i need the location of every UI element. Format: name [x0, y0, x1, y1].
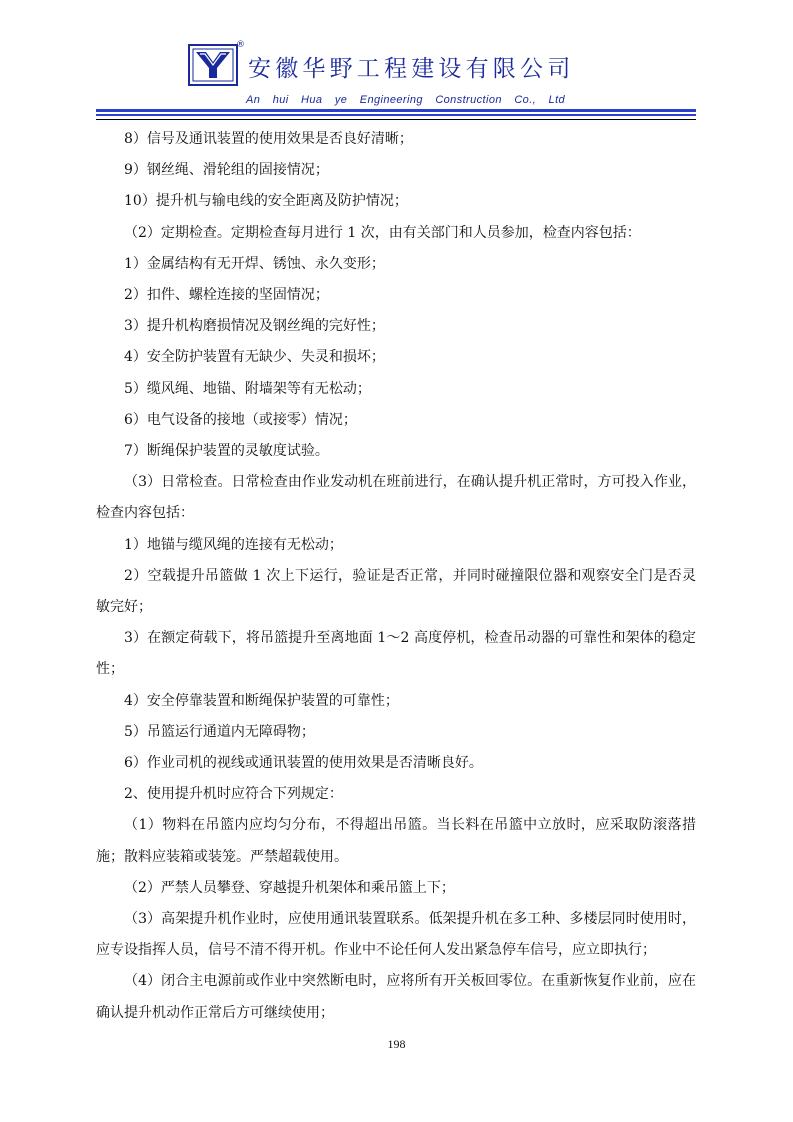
document-body: [96, 124, 696, 1029]
paragraph: （4）闭合主电源前或作业中突然断电时，应将所有开关板回零位。在重新恢复作业前，应在确认提升机动作正常后方可继续使用；: [96, 973, 696, 1021]
page-header: [96, 38, 696, 122]
paragraph: 4）安全防护装置有无缺少、失灵和损坏；: [124, 349, 385, 366]
paragraph: （2）严禁人员攀登、穿越提升机架体和乘吊篮上下；: [124, 879, 455, 896]
paragraph: 5）吊篮运行通道内无障碍物；: [124, 723, 315, 740]
paragraph: 9）钢丝绳、滑轮组的固接情况；: [124, 162, 329, 179]
company-name-cn: 安徽华野工程建设有限公司: [248, 56, 575, 82]
paragraph: 3）提升机构磨损情况及钢丝绳的完好性；: [124, 318, 385, 335]
page-number: 198: [387, 1037, 406, 1051]
header-rule-thick: [96, 109, 696, 112]
paragraph: （3）日常检查。日常检查由作业发动机在班前进行，在确认提升机正常时，方可投入作业，检查内容包括：: [96, 474, 696, 522]
paragraph: （3）高架提升机作业时，应使用通讯装置联系。低架提升机在多工种、多楼层同时使用时，应专设指挥人员，信号不清不得开机。作业中不论任何人发出紧急停车信号，应立即执行；: [96, 911, 696, 959]
paragraph: 6）作业司机的视线或通讯装置的使用效果是否清晰良好。: [124, 755, 483, 772]
paragraph: 6）电气设备的接地（或接零）情况；: [124, 411, 357, 428]
paragraph: 5）缆风绳、地锚、附墙架等有无松动；: [124, 380, 371, 397]
company-name-en: An hui Hua ye Engineering Construction Co., Ltd: [246, 94, 566, 106]
paragraph: 3）在额定荷载下，将吊篮提升至离地面 1～2 高度停机，检查吊动器的可靠性和架体的稳定性；: [96, 630, 696, 678]
paragraph: 10）提升机与输电线的安全距离及防护情况；: [124, 193, 408, 210]
paragraph: 1）金属结构有无开焊、锈蚀、永久变形；: [124, 255, 385, 272]
company-logo-icon: [188, 44, 238, 86]
paragraph: 4）安全停靠装置和断绳保护装置的可靠性；: [124, 692, 399, 709]
registered-mark: ®: [236, 40, 245, 50]
paragraph: 2）扣件、螺栓连接的坚固情况；: [124, 287, 329, 304]
paragraph: 1）地锚与缆风绳的连接有无松动；: [124, 536, 343, 553]
paragraph: 8）信号及通讯装置的使用效果是否良好清晰；: [124, 131, 413, 147]
paragraph: （1）物料在吊篮内应均匀分布，不得超出吊篮。当长料在吊篮中立放时，应采取防滚落措施；散料应装箱或装笼。严禁超载使用。: [96, 817, 696, 865]
paragraph: 2）空载提升吊篮做 1 次上下运行，验证是否正常，并同时碰撞限位器和观察安全门是否灵敏完好；: [96, 567, 696, 616]
header-rule-medium: [96, 114, 696, 116]
paragraph: 7）断绳保护装置的灵敏度试验。: [124, 443, 329, 460]
paragraph: （2）定期检查。定期检查每月进行 1 次，由有关部门和人员参加，检查内容包括：: [124, 224, 641, 241]
header-rule-thin: [96, 119, 696, 120]
paragraph: 2、使用提升机时应符合下列规定：: [124, 786, 343, 803]
